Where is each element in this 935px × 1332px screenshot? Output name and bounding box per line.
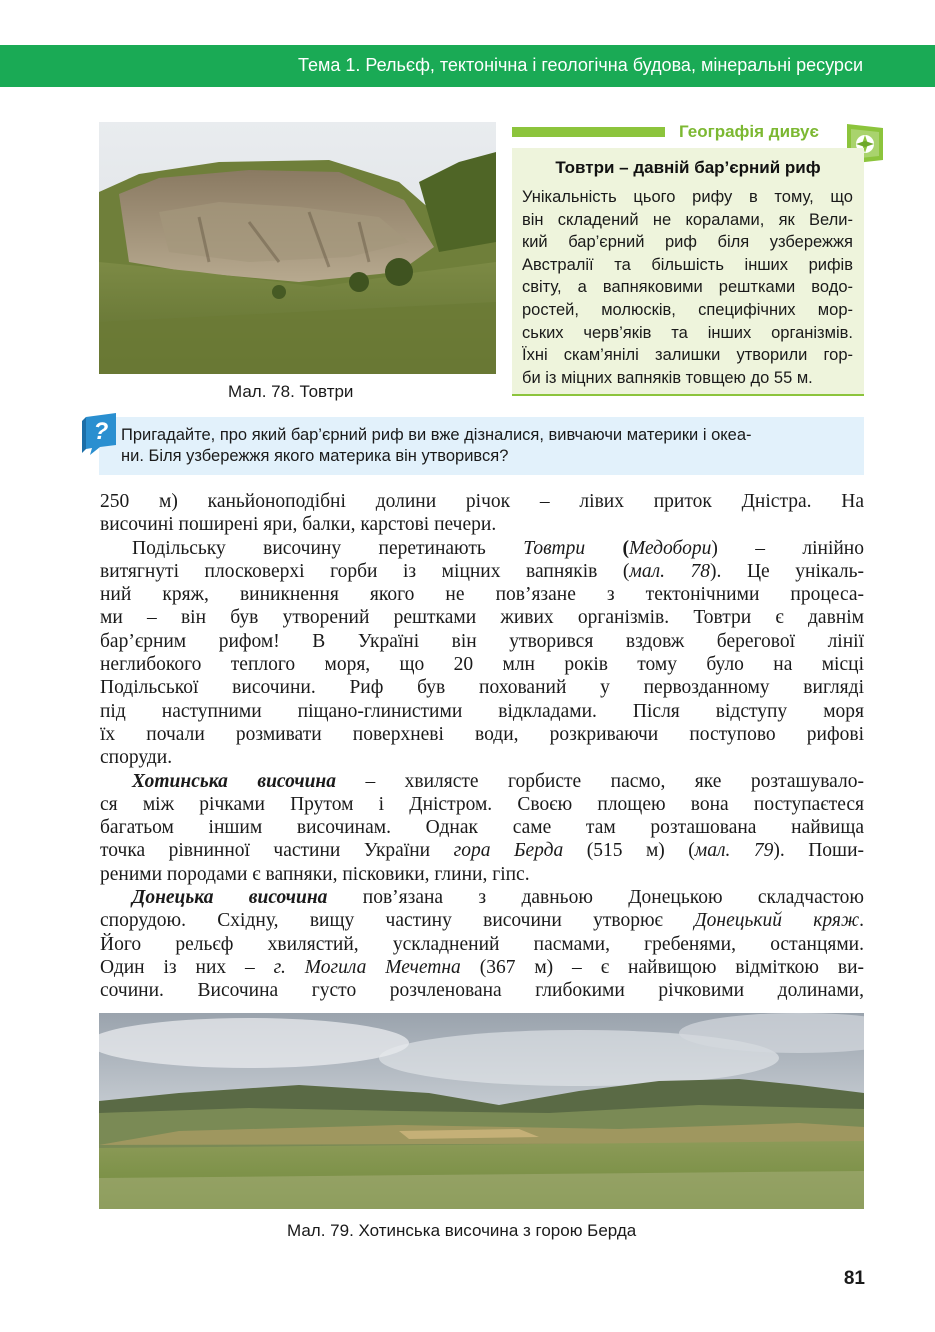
page-header-band [0,45,935,87]
text-line: височині поширені яри, балки, карстові печери. [100,514,497,536]
sidebox-line: Австралії та більшість інших рифів [522,255,853,274]
text-line: ми – він був утворений рештками живих організмів. Товтри є давнім [100,607,864,629]
figure-78-caption: Мал. 78. Товтри [228,382,354,401]
text-line: ся між річками Прутом і Дністром. Своєю площею вона поступаєтеся [100,793,864,815]
sidebox-line: ростей, молюсків, специфічних мор- [522,300,853,319]
text-line: спорудою. Східну, вищу частину височини утворює Донецький кряж. [100,910,864,932]
page-number: 81 [843,1268,865,1289]
svg-text:?: ? [93,418,109,445]
sidebox-line: Їхні скам’янілі залишки утворили гор- [522,346,853,365]
question-text [121,425,856,467]
sidebox-title: Товтри – давній бар’єрний риф [555,158,821,177]
text-line: 250 м) каньйоноподібні долини річок – лівих приток Дністра. На [100,491,864,512]
text-line: реними породами є вапняки, пісковики, глини, гіпс. [100,863,530,885]
sidebox-line: ських черв’яків та інших організмів. [522,323,853,342]
text-line: бар’єрним рифом! В Україні він утворився вздовж берегової лінії [100,630,864,652]
sidebox-label: Географія дивує [679,122,819,141]
text-line: Подільську височину перетинають Товтри (Медобори) – лінійно [132,537,864,559]
question-line: Пригадайте, про який бар’єрний риф ви вже дізналися, вивчаючи материки і океа- [121,426,752,444]
sidebox-line: світу, а вапняковими рештками водо- [522,278,853,297]
text-line: витягнуті плосковерхі горби із міцних вапняків (мал. 78). Це унікаль- [100,560,864,582]
text-line: неглибокого теплого моря, що 20 млн років тому було на місці [100,654,864,676]
sidebox-line: кий бар’єрний риф біля узбережжя [522,233,853,252]
sidebox-line: він складений не коралами, як Вели- [522,210,853,229]
question-line: ни. Біля узбережжя якого материка він утворився? [121,447,509,465]
text-line: Його рельєф хвилястий, ускладнений пасмами, гребенями, останцями. [100,933,864,955]
figure-79-caption: Мал. 79. Хотинська височина з горою Берда [287,1221,637,1240]
text-line: сочини. Височина густо розчленована глибокими річковими долинами, [100,980,864,1002]
text-line: Хотинська височина – хвилясте горбисте пасмо, яке розташувало- [132,770,864,792]
text-line: Подільської височини. Риф був похований у первозданному вигляді [100,677,864,699]
text-line: їх почали розмивати поверхневі води, розкриваючи поступово рифові [100,723,864,745]
question-box [99,417,864,475]
sidebox-line: Унікальність цього рифу в тому, що [522,188,853,206]
tovtry-photo [99,122,496,374]
sidebox-panel [512,148,864,396]
sidebox-text [522,186,853,389]
text-line: під наступними піщано-глинистими відкладами. Після відступу моря [100,700,864,722]
text-line: споруди. [100,747,173,769]
question-mark-icon [80,411,118,457]
text-line: багатьом іншим височинам. Однак саме там розташована найвища [100,817,864,839]
sidebox-accent-bar [512,127,665,137]
text-line: ний кряж, виникнення якого не пов’язане з тектонічними процеса- [100,584,864,606]
sidebox-line: би із міцних вапняків товщею до 55 м. [522,368,813,387]
main-text [100,490,864,1003]
khotyn-upland-photo [99,1013,864,1209]
text-line: Один із них – г. Могила Мечетна (367 м) – є найвищою відміткою ви- [100,956,864,978]
text-line: Донецька височина пов’язана з давньою Донецькою складчастою [132,887,864,909]
chapter-title: Тема 1. Рельєф, тектонічна і геологічна будова, мінеральні ресурси [297,55,863,75]
text-line: точка рівнинної частини України гора Берда (515 м) (мал. 79). Поши- [100,840,864,862]
